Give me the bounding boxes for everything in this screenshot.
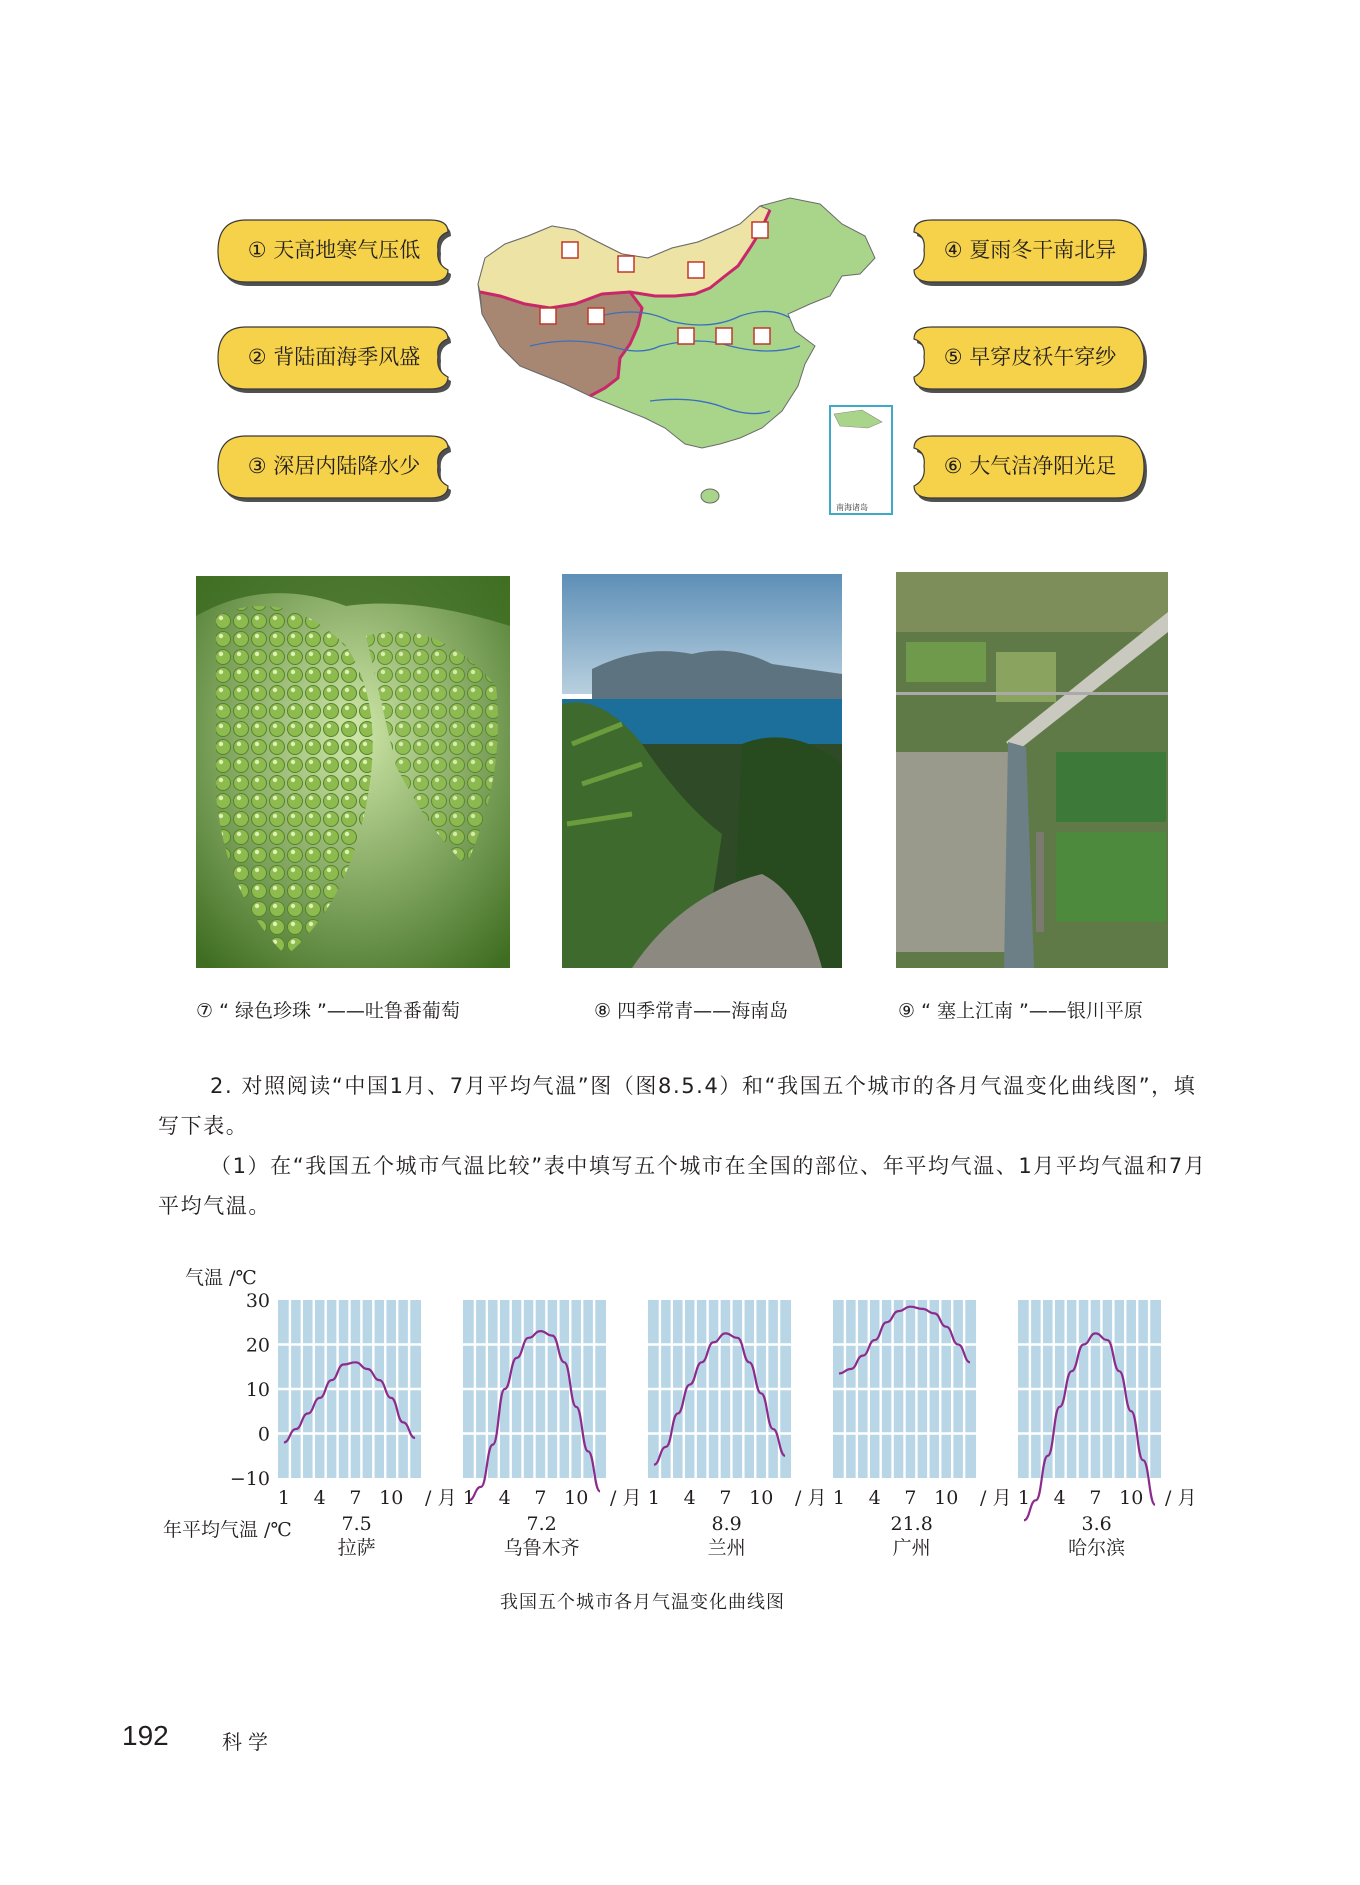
city-name-5: 哈尔滨 <box>1068 1537 1126 1559</box>
paragraph-task-2-1: （1）在“我国五个城市气温比较”表中填写五个城市在全国的部位、年平均气温、1月平均气温和7月平均气温。 <box>158 1154 1207 1218</box>
city-temperature-chart <box>155 1260 1215 1580</box>
tag-right-6: ⑥ 大气洁净阳光足 <box>908 430 1148 500</box>
x-tick-label: / 月 <box>980 1487 1012 1509</box>
map-marker <box>716 328 732 344</box>
tag-right-5: ⑤ 早穿皮袄午穿纱 <box>908 321 1148 391</box>
x-tick-label: 7 <box>1089 1487 1102 1509</box>
chart-title: 我国五个城市各月气温变化曲线图 <box>500 1592 785 1613</box>
x-tick-label: 1 <box>1017 1487 1031 1509</box>
x-tick-label: / 月 <box>795 1487 827 1509</box>
x-tick-label: 4 <box>683 1487 696 1509</box>
x-tick-label: 4 <box>313 1487 326 1509</box>
page-number: 192 <box>122 1720 169 1751</box>
map-marker <box>540 308 556 324</box>
panel-4 <box>833 1300 1012 1559</box>
photo-hainan <box>562 574 842 968</box>
annual-value-4: 21.8 <box>890 1513 933 1535</box>
photo-grapes-image <box>196 576 510 968</box>
x-tick-label: 1 <box>647 1487 661 1509</box>
x-tick-label: / 月 <box>425 1487 457 1509</box>
tag-right-4: ④ 夏雨冬干南北异 <box>908 214 1148 284</box>
x-tick-label: 10 <box>564 1487 589 1509</box>
tag-left-3: ③ 深居内陆降水少 <box>212 430 452 500</box>
page-subject: 科学 <box>222 1730 274 1754</box>
city-name-2: 乌鲁木齐 <box>503 1537 580 1559</box>
tag-left-1: ① 天高地寒气压低 <box>212 214 452 284</box>
caption-grapes: ⑦ “ 绿色珍珠 ”——吐鲁番葡萄 <box>196 1000 460 1022</box>
x-tick-label: 10 <box>379 1487 404 1509</box>
y-tick-label: 30 <box>245 1290 270 1312</box>
photo-hainan-image <box>562 574 842 968</box>
china-climate-map <box>470 196 910 526</box>
y-tick-label: 20 <box>245 1334 270 1357</box>
city-name-4: 广州 <box>892 1537 931 1559</box>
annual-value-1: 7.5 <box>341 1513 372 1535</box>
map-marker <box>618 256 634 272</box>
photo-yinchuan-image <box>896 572 1168 968</box>
x-tick-label: 7 <box>904 1487 917 1509</box>
map-inset-label: 南海诸岛 <box>836 503 868 512</box>
x-tick-label: 1 <box>277 1487 291 1509</box>
x-tick-label: 4 <box>1053 1487 1066 1509</box>
paragraph-task-2: 2. 对照阅读“中国1月、7月平均气温”图（图8.5.4）和“我国五个城市的各月气温变化曲线图”，填写下表。 <box>158 1074 1197 1138</box>
map-marker <box>588 308 604 324</box>
panel-5 <box>1018 1300 1197 1559</box>
x-tick-label: / 月 <box>610 1487 642 1509</box>
tag-left-2: ② 背陆面海季风盛 <box>212 321 452 391</box>
x-tick-label: 10 <box>934 1487 959 1509</box>
y-tick-label: 10 <box>245 1379 270 1401</box>
chart-yticks <box>230 1290 270 1490</box>
x-tick-label: 1 <box>462 1487 476 1509</box>
map-marker <box>678 328 694 344</box>
photo-grapes <box>196 576 510 968</box>
x-tick-label: 4 <box>868 1487 881 1509</box>
x-tick-label: 1 <box>832 1487 846 1509</box>
city-name-1: 拉萨 <box>337 1537 376 1559</box>
annual-value-3: 8.9 <box>711 1513 742 1535</box>
map-marker <box>754 328 770 344</box>
caption-hainan: ⑧ 四季常青——海南岛 <box>594 1000 789 1022</box>
x-tick-label: 7 <box>534 1487 547 1509</box>
map-marker <box>562 242 578 258</box>
panel-2 <box>463 1300 642 1559</box>
y-tick-label: 0 <box>257 1423 270 1446</box>
photo-yinchuan <box>896 572 1168 968</box>
annual-value-5: 3.6 <box>1081 1513 1112 1535</box>
y-tick-label: −10 <box>229 1468 270 1490</box>
caption-yinchuan: ⑨ “ 塞上江南 ”——银川平原 <box>898 1000 1143 1022</box>
map-hainan <box>701 489 719 503</box>
panel-1 <box>278 1300 457 1559</box>
x-tick-label: / 月 <box>1165 1487 1197 1509</box>
map-marker <box>688 262 704 278</box>
panel-3 <box>648 1300 827 1559</box>
chart-panels <box>278 1300 1197 1559</box>
chart-ylabel: 气温 /℃ <box>185 1267 257 1289</box>
x-tick-label: 7 <box>349 1487 362 1509</box>
x-tick-label: 10 <box>749 1487 774 1509</box>
map-marker <box>752 222 768 238</box>
x-tick-label: 7 <box>719 1487 732 1509</box>
x-tick-label: 4 <box>498 1487 511 1509</box>
city-name-3: 兰州 <box>707 1537 746 1559</box>
x-tick-label: 10 <box>1119 1487 1144 1509</box>
annual-value-2: 7.2 <box>526 1513 557 1535</box>
chart-annual-label: 年平均气温 /℃ <box>163 1519 292 1541</box>
